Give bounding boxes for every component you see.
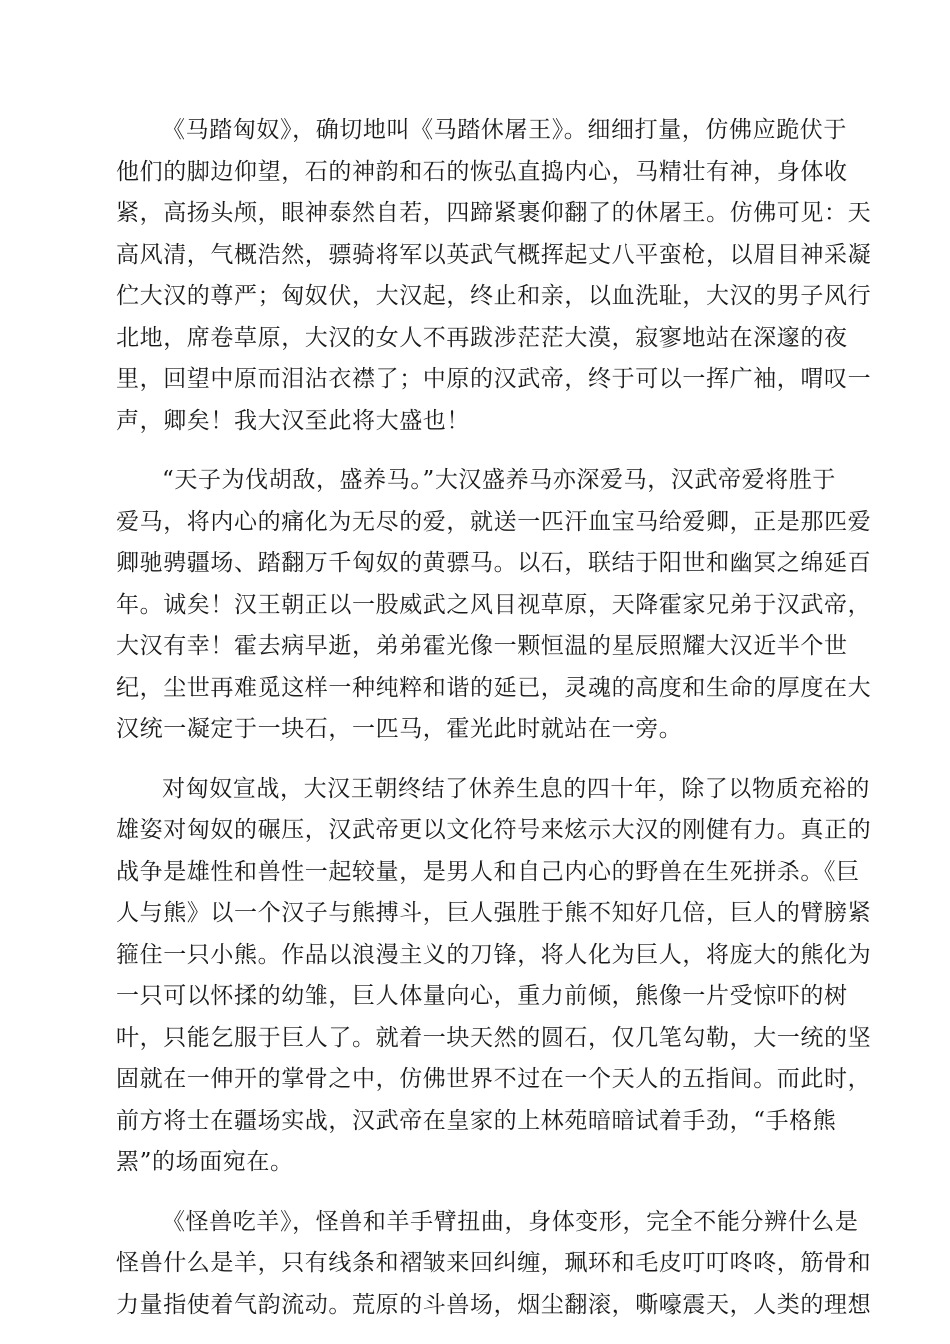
text-line: “天子为伐胡敌，盛养马。”大汉盛养马亦深爱马，汉武帝爱将胜于 (162, 467, 837, 493)
text-line: 纪，尘世再难觅这样一种纯粹和谐的延已，灵魂的高度和生命的厚度在大 (116, 674, 872, 701)
text-line: 爱马，将内心的痛化为无尽的爱，就送一匹汗血宝马给爱卿，正是那匹爱 (116, 508, 872, 535)
paragraph-3 (116, 769, 872, 1184)
text-line: 他们的脚边仰望，石的神韵和石的恢弘直捣内心，马精壮有神，身体收 (116, 158, 848, 185)
text-line: 高风清，气概浩然，骠骑将军以英武气概挥起丈八平蛮枪，以眉目神采凝 (116, 241, 872, 268)
text-line: 里，回望中原而泪沾衣襟了；中原的汉武帝，终于可以一挥广袖，喟叹一 (116, 366, 872, 392)
text-line: 北地，席卷草原，大汉的女人不再跋涉茫茫大漠，寂寥地站在深邃的夜 (116, 324, 848, 351)
text-line: 一只可以怀揉的幼雏，巨人体量向心，重力前倾，熊像一片受惊吓的树 (116, 983, 848, 1009)
text-line: 固就在一伸开的掌骨之中，仿佛世界不过在一个天人的五指间。而此时， (116, 1066, 872, 1092)
text-line: 《马踏匈奴》，确切地叫《马踏休屠王》。细细打量，仿佛应跪伏于 (162, 117, 847, 143)
text-line: 战争是雄性和兽性一起较量，是男人和自己内心的野兽在生死拼杀。《巨 (116, 858, 860, 885)
text-line: 怪兽什么是羊，只有线条和褶皱来回纠缠，珮环和毛皮叮叮咚咚，筋骨和 (116, 1250, 872, 1276)
paragraph-2 (116, 460, 872, 751)
text-line: 卿驰骋疆场、踏翻万千匈奴的黄骠马。以石，联结于阳世和幽冥之绵延百 (116, 550, 872, 576)
text-line: 力量指使着气韵流动。荒原的斗兽场，烟尘翻滚，嘶嚎震天，人类的理想 (116, 1291, 872, 1318)
text-line: 叶，只能乞服于巨人了。就着一块天然的圆石，仅几笔勾勒，大一统的坚 (116, 1024, 872, 1051)
text-line: 伫大汉的尊严；匈奴伏，大汉起，终止和亲，以血洗耻，大汉的男子风行 (116, 283, 872, 309)
text-line: 对匈奴宣战，大汉王朝终结了休养生息的四十年，除了以物质充裕的 (162, 775, 870, 802)
text-line: 声，卿矣！我大汉至此将大盛也！ (116, 407, 470, 434)
text-line: 人与熊》以一个汉子与熊搏斗，巨人强胜于熊不知好几倍，巨人的臂膀紧 (116, 900, 872, 926)
text-line: 箍住一只小熊。作品以浪漫主义的刀锋，将人化为巨人，将庞大的熊化为 (116, 941, 872, 968)
text-line: 雄姿对匈奴的碾压，汉武帝更以文化符号来炫示大汉的刚健有力。真正的 (116, 817, 872, 843)
text-line: 罴”的场面宛在。 (116, 1149, 294, 1175)
text-line: 紧，高扬头颅，眼神泰然自若，四蹄紧裹仰翻了的休屠王。仿佛可见：天 (116, 200, 872, 226)
text-line: 大汉有幸！霍去病早逝，弟弟霍光像一颗恒温的星辰照耀大汉近半个世 (116, 633, 848, 659)
paragraph-1 (116, 110, 872, 442)
text-line: 前方将士在疆场实战，汉武帝在皇家的上林苑暗暗试着手劲，“手格熊 (116, 1107, 837, 1134)
paragraph-4 (116, 1202, 872, 1327)
document-body (116, 110, 872, 1344)
text-line: 汉统一凝定于一块石，一匹马，霍光此时就站在一旁。 (116, 716, 683, 742)
text-line: 年。诚矣！汉王朝正以一股威武之风目视草原，天降霍家兄弟于汉武帝， (116, 591, 872, 618)
text-line: 《怪兽吃羊》，怪兽和羊手臂扭曲，身体变形，完全不能分辨什么是 (162, 1208, 859, 1235)
